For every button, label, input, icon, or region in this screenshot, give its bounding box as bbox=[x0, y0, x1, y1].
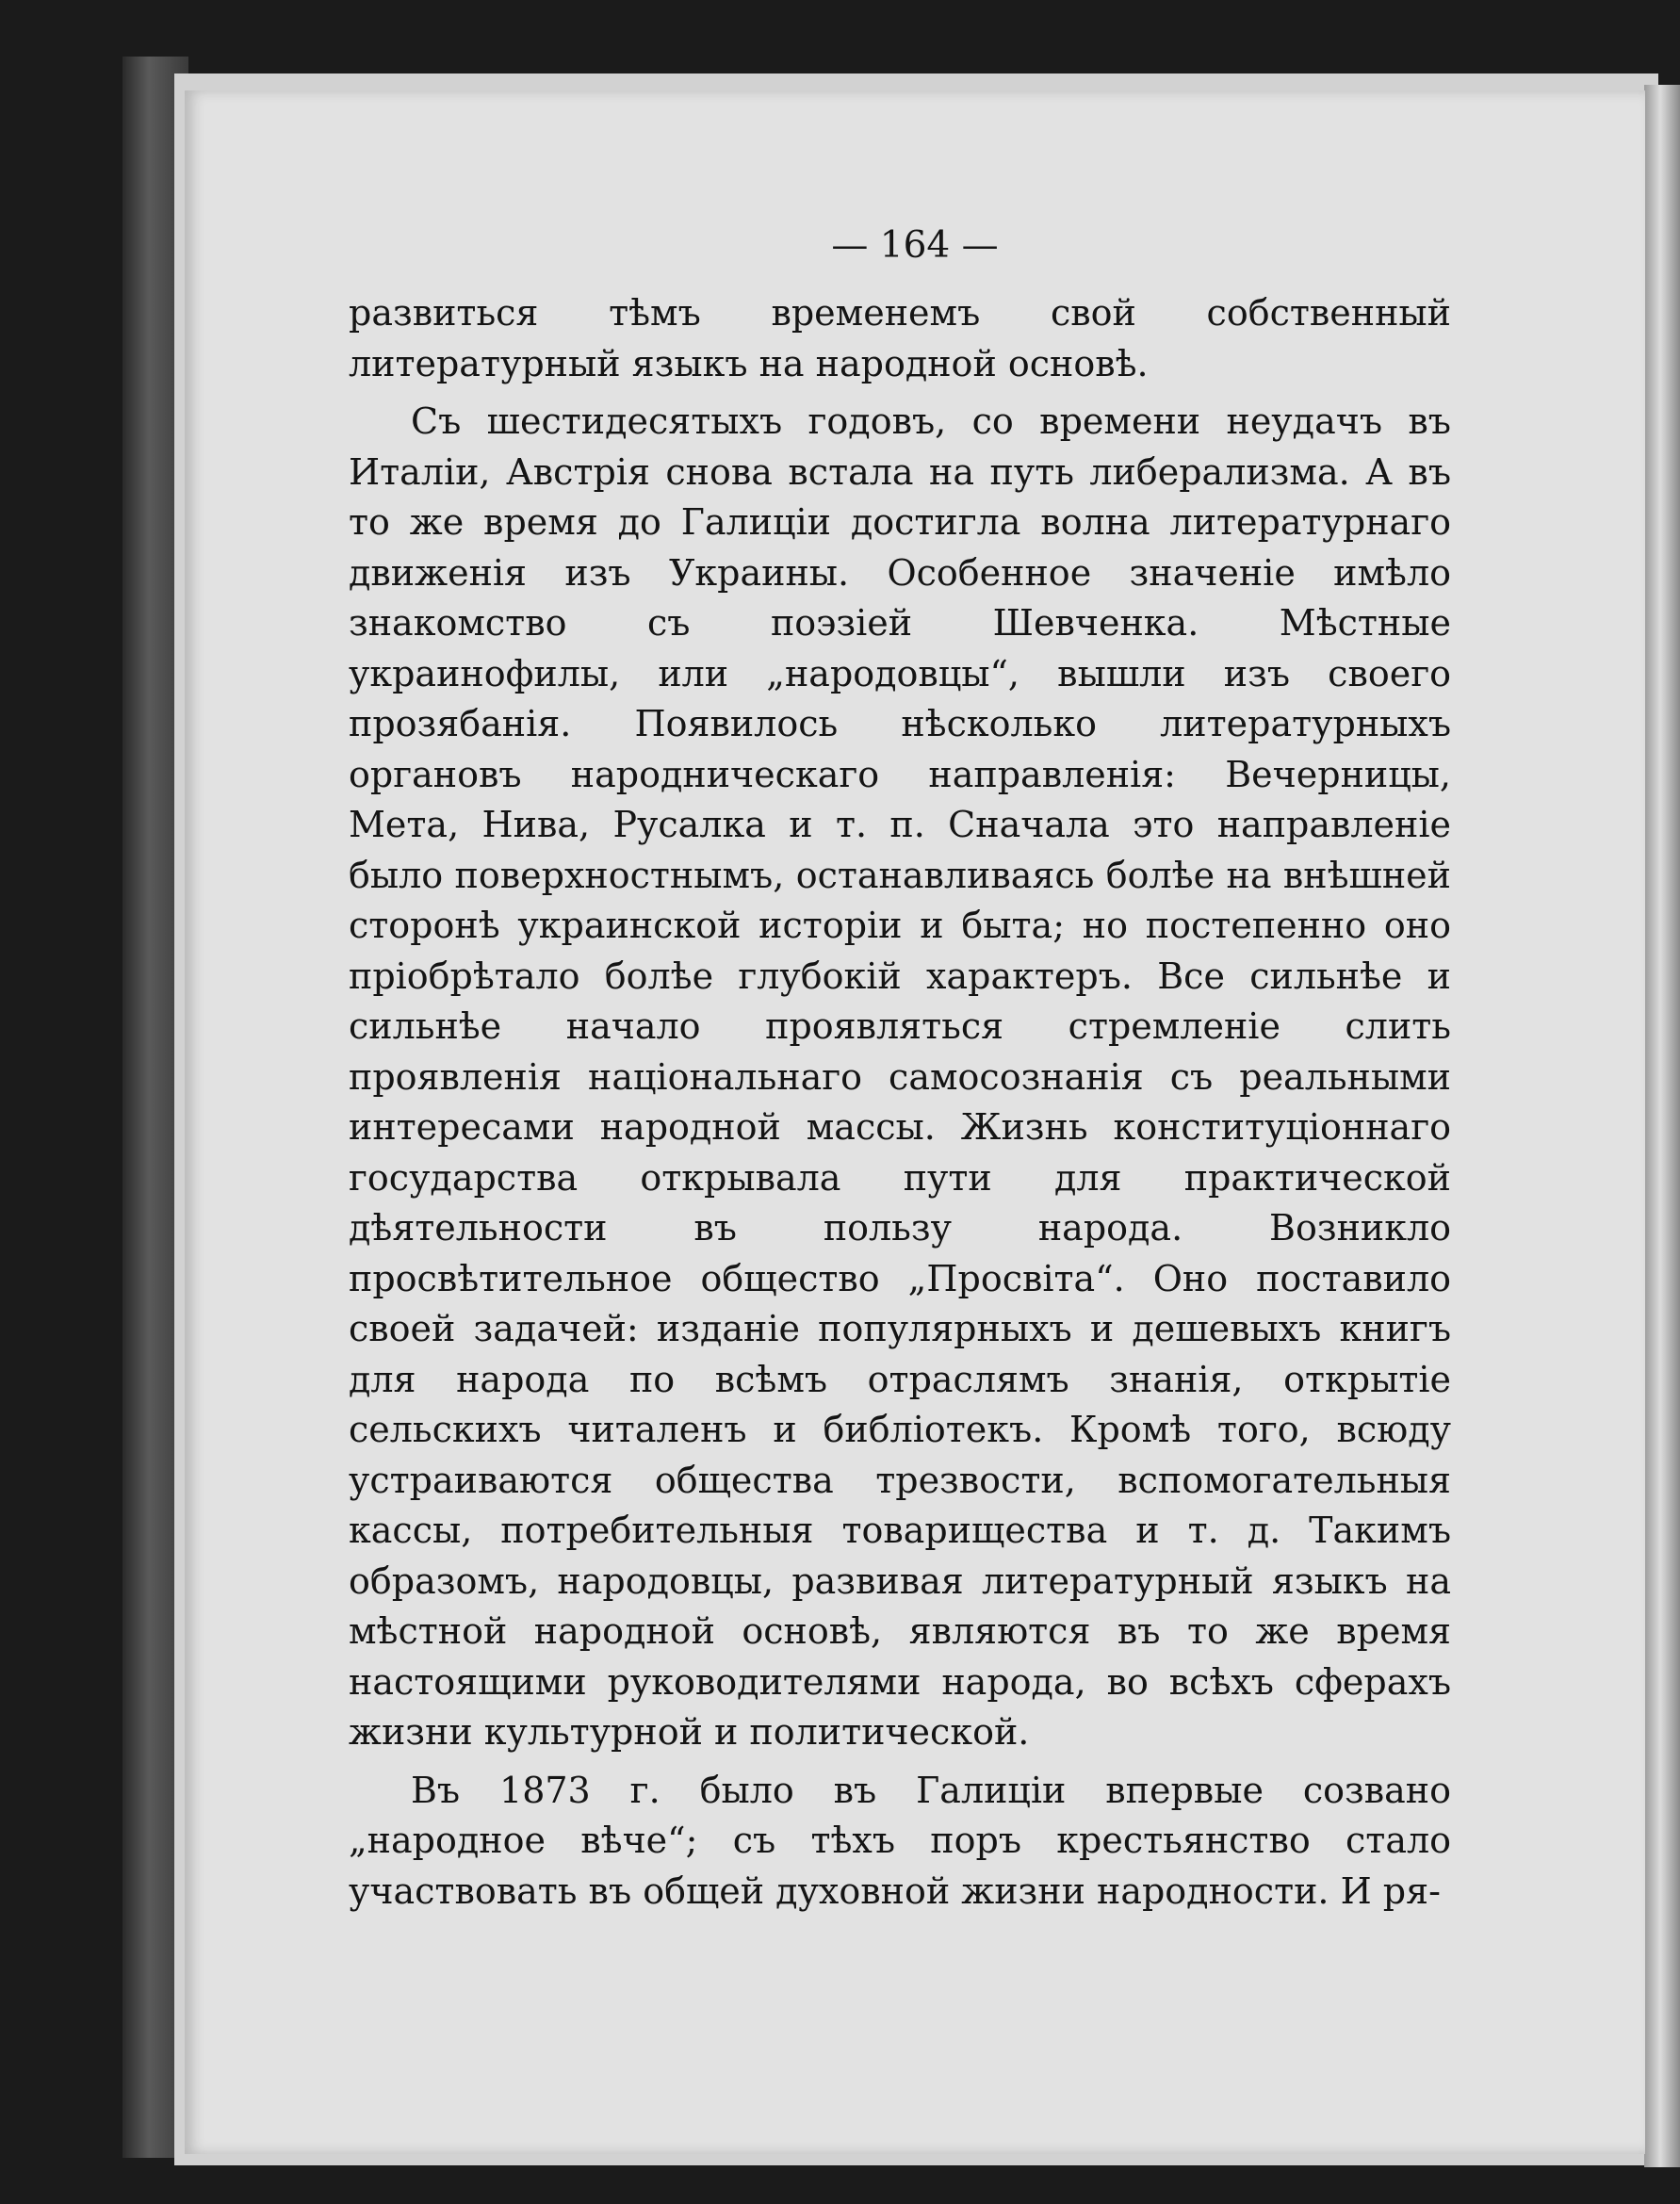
page-sheet bbox=[185, 90, 1645, 2154]
page-number: — 164 — bbox=[831, 224, 999, 267]
paragraph: Съ шестидесятыхъ годовъ, со времени неудачъ въ Италіи, Австрія снова встала на путь либерализма. А въ то же время до Галиціи достигла волна литературнаго движенія изъ Украины. Особенное значеніе имѣло знакомство съ поэзіей Шевченка. Мѣстные украинофилы, или „народовцы“, вышли изъ своего прозябанія. Появилось нѣсколько литературныхъ органовъ народническаго направленія: Вечерницы, Мета, Нива, Русалка и т. п. Сначала это направленіе было поверхностнымъ, останавливаясь болѣе на внѣшней сторонѣ украинской исторіи и быта; но постепенно оно пріобрѣтало болѣе глубокій характеръ. Все сильнѣе и сильнѣе начало проявляться стремленіе слить проявленія національнаго самосознанія съ реальными интересами народной массы. Жизнь конституціоннаго государства открывала пути для практической дѣятельности въ пользу народа. Возникло просвѣтительное общество „Просвіта“. Оно поставило своей задачей: изданіе популярныхъ и дешевыхъ книгъ для народа по всѣмъ отраслямъ знанія, открытіе сельскихъ читаленъ и библіотекъ. Кромѣ того, всюду устраиваются общества трезвости, вспомогательныя кассы, потребительныя товарищества и т. д. Такимъ образомъ, народовцы, развивая литературный языкъ на мѣстной народной основѣ, являются въ то же время настоящими руководителями народа, во всѣхъ сферахъ жизни культурной и политической. bbox=[349, 400, 1451, 1753]
body-text bbox=[349, 288, 1451, 1917]
page-stack-edge bbox=[1644, 85, 1680, 2167]
paragraph: Въ 1873 г. было въ Галиціи впервые созвано „народное вѣче“; съ тѣхъ поръ крестьянство стало участвовать въ общей духовной жизни народности. И ря- bbox=[349, 1769, 1451, 1912]
paragraph-continued: развиться тѣмъ временемъ свой собственный литературный языкъ на народной основѣ. bbox=[349, 292, 1451, 384]
